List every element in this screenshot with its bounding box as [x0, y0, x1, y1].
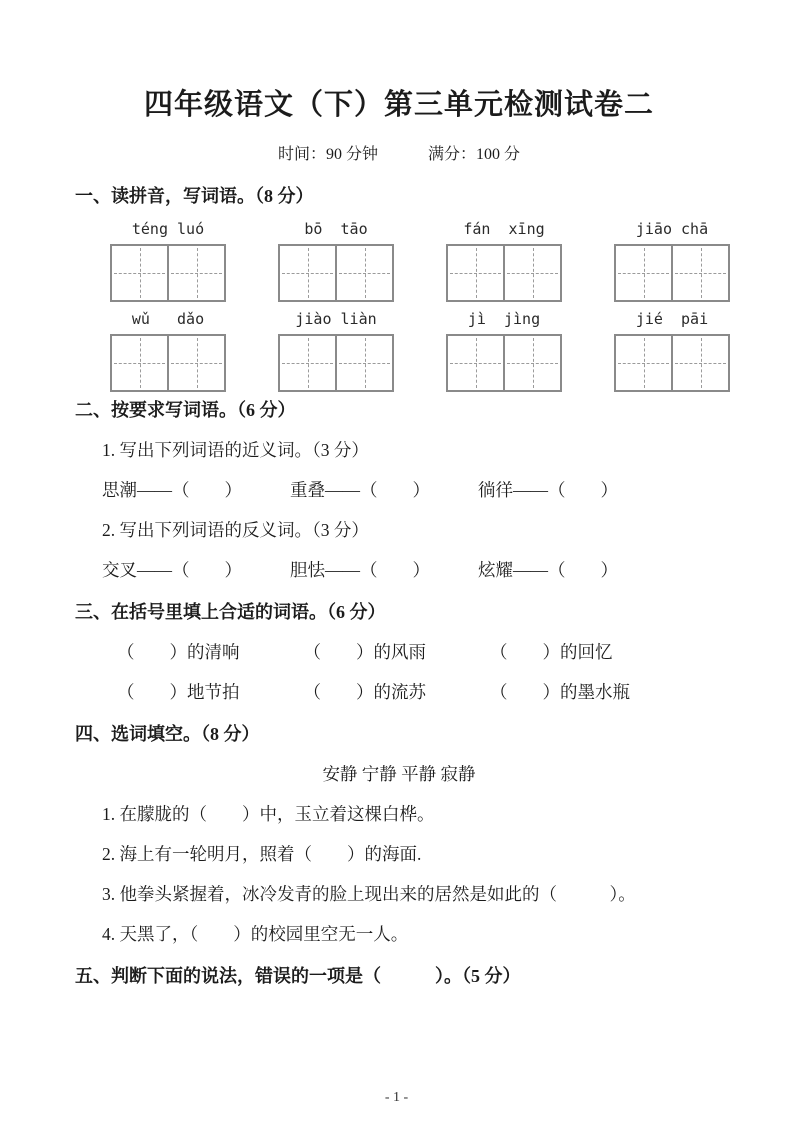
pinyin-column: [614, 310, 730, 392]
section2-subheading-2: 2. 写出下列词语的反义词。（3 分）: [102, 520, 369, 540]
fill-phrase-row-1: [117, 640, 723, 664]
antonym-item: 胆怯——（ ）: [290, 560, 430, 580]
fill-sentence-1: 1. 在朦胧的（ ）中，玉立着这棵白桦。: [102, 804, 435, 824]
writing-grid-box: [278, 244, 394, 302]
antonym-item: 交叉——（ ）: [102, 560, 242, 580]
grid-cell: [167, 246, 224, 300]
section1-heading: 一、读拼音，写词语。（8 分）: [75, 186, 314, 206]
section4-heading: 四、选词填空。（8 分）: [75, 724, 260, 744]
grid-cell: [280, 246, 335, 300]
section3-heading: 三、在括号里填上合适的词语。（6 分）: [75, 602, 386, 622]
fill-sentence-4: 4. 天黑了，（ ）的校园里空无一人。: [102, 924, 409, 944]
grid-cell: [112, 246, 167, 300]
synonym-item: 徜徉——（ ）: [478, 480, 618, 500]
grid-cell: [280, 336, 335, 390]
grid-cell: [616, 336, 671, 390]
pinyin-column: [278, 310, 394, 392]
fill-sentence-3: 3. 他拳头紧握着，冰冷发青的脸上现出来的居然是如此的（ ）。: [102, 884, 636, 904]
grid-cell: [448, 336, 503, 390]
time-label: 时间：90 分钟: [277, 146, 378, 163]
pinyin-column: [278, 220, 394, 302]
full-score-label: 满分：100 分: [428, 146, 521, 163]
synonym-item: 思潮——（ ）: [102, 480, 242, 500]
antonym-row: [102, 558, 723, 582]
pinyin-label: bō tāo: [304, 220, 368, 238]
pinyin-column: [446, 310, 562, 392]
pinyin-label: jì jìng: [467, 310, 541, 328]
grid-cell: [671, 246, 728, 300]
fill-phrase-item: （ ）的流苏: [303, 682, 426, 702]
fill-phrase-row-2: [117, 680, 723, 704]
writing-grid-box: [446, 244, 562, 302]
pinyin-label: fán xīng: [463, 220, 545, 238]
pinyin-column: [614, 220, 730, 302]
fill-sentence-2: 2. 海上有一轮明月，照着（ ）的海面.: [102, 844, 422, 864]
synonym-item: 重叠——（ ）: [290, 480, 430, 500]
fill-phrase-item: （ ）的墨水瓶: [490, 682, 630, 702]
word-bank: 安静 宁静 平静 寂静: [322, 764, 476, 784]
grid-cell: [503, 246, 560, 300]
grid-cell: [448, 246, 503, 300]
page-title: 四年级语文（下）第三单元检测试卷二: [143, 89, 654, 121]
writing-grid-box: [614, 244, 730, 302]
writing-grid-box: [446, 334, 562, 392]
pinyin-label: jié pāi: [635, 310, 709, 328]
synonym-row: [102, 478, 723, 502]
exam-meta: [75, 144, 723, 166]
fill-phrase-item: （ ）的回忆: [490, 642, 613, 662]
pinyin-grid-row-2: [110, 310, 730, 392]
grid-cell: [671, 336, 728, 390]
grid-cell: [616, 246, 671, 300]
writing-grid-box: [614, 334, 730, 392]
section2-subheading-1: 1. 写出下列词语的近义词。（3 分）: [102, 440, 369, 460]
grid-cell: [335, 246, 392, 300]
pinyin-label: jiào liàn: [295, 310, 377, 328]
fill-phrase-item: （ ）的清响: [117, 642, 240, 662]
writing-grid-box: [110, 244, 226, 302]
pinyin-label: téng luó: [131, 220, 205, 238]
pinyin-column: [110, 220, 226, 302]
grid-cell: [503, 336, 560, 390]
pinyin-label: jiāo chā: [635, 220, 709, 238]
page-number: - 1 -: [384, 1090, 409, 1105]
pinyin-label: wǔ dǎo: [131, 310, 205, 328]
pinyin-column: [446, 220, 562, 302]
grid-cell: [167, 336, 224, 390]
grid-cell: [112, 336, 167, 390]
antonym-item: 炫耀——（ ）: [478, 560, 618, 580]
fill-phrase-item: （ ）的风雨: [303, 642, 426, 662]
pinyin-column: [110, 310, 226, 392]
fill-phrase-item: （ ）地节拍: [117, 682, 240, 702]
section2-heading: 二、按要求写词语。（6 分）: [75, 400, 296, 420]
writing-grid-box: [110, 334, 226, 392]
section5-heading: 五、判断下面的说法，错误的一项是（ ）。（5 分）: [75, 966, 521, 986]
grid-cell: [335, 336, 392, 390]
pinyin-grid-row-1: [110, 220, 730, 302]
writing-grid-box: [278, 334, 394, 392]
